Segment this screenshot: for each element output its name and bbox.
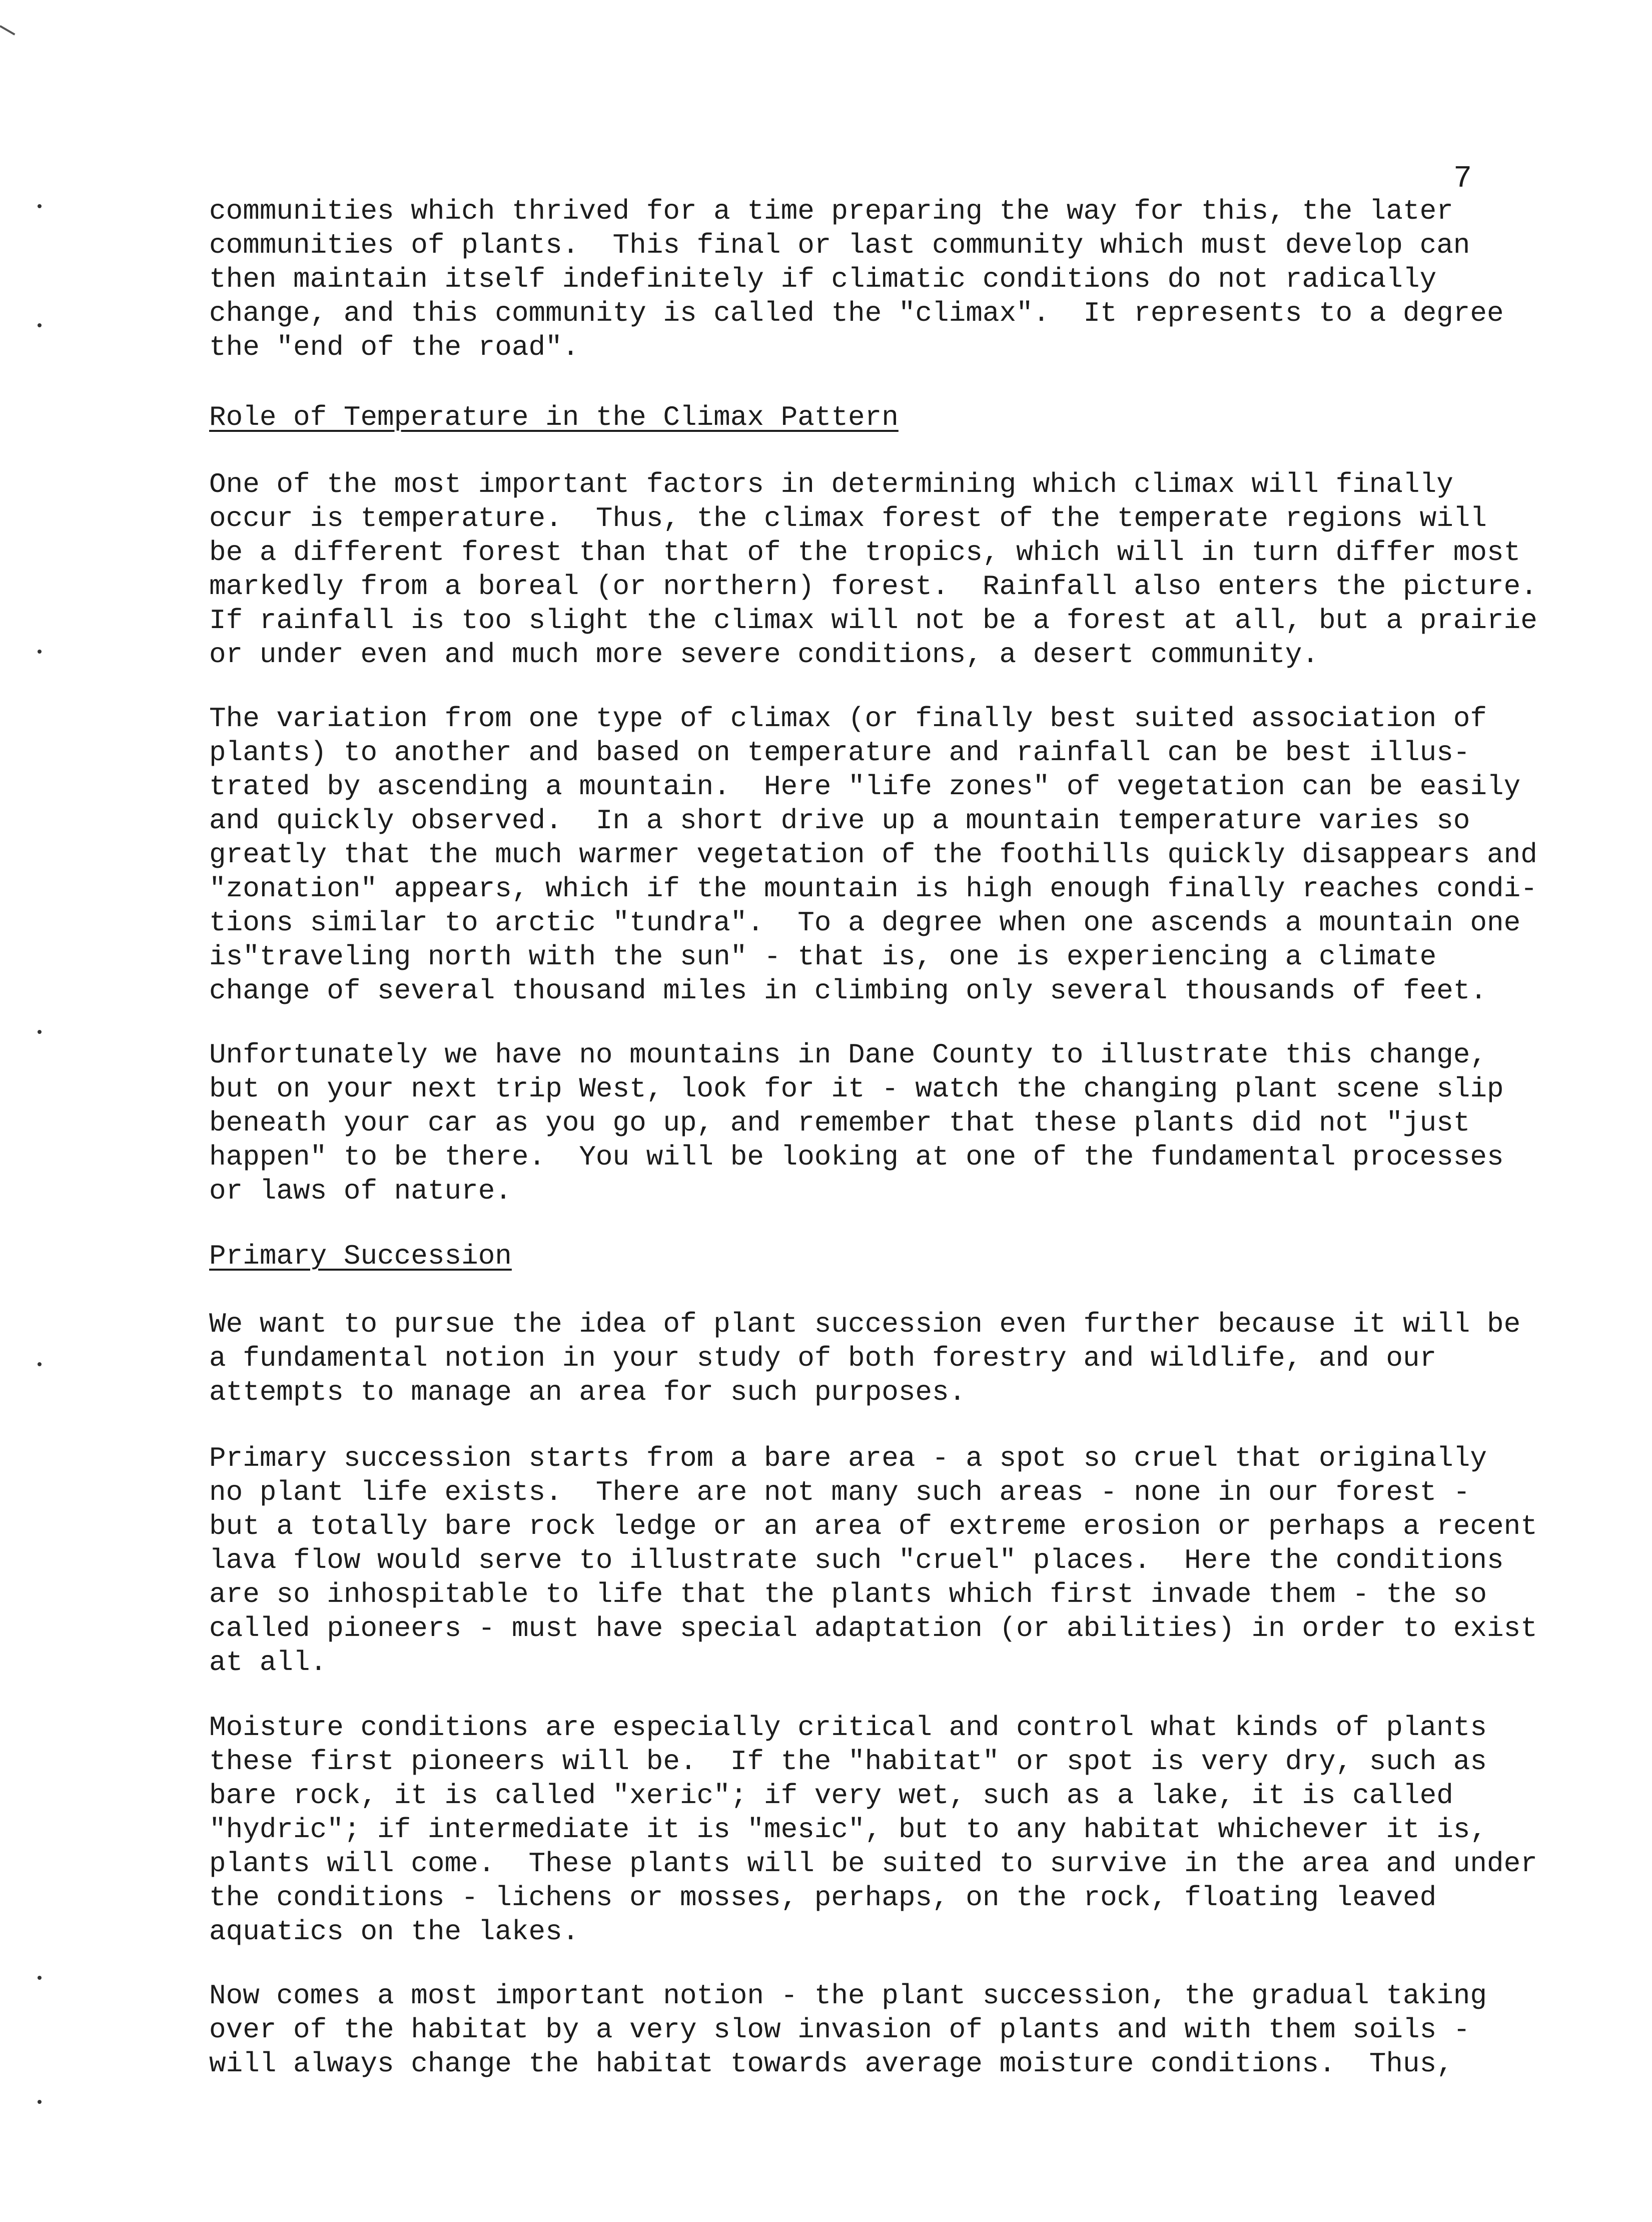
paragraph-variation: The variation from one type of climax (or finally best suited association of plants) to another and based on temperature and rainfall can be best illus- trated by ascending a mountain. Here "life zones" of vegetation can be easily and quickly observed. In a short drive up a mountain temperature varies so greatly that the much warmer vegetation of the foothills quickly disappears and "zonation" appears, which if the mountain is high enough finally reaches condi- tions similar to arctic "tundra". To a degree when one ascends a mountain one is"traveling north with the sun" - that is, one is experiencing a climate change of several thousand miles in climbing only several thousands of feet. bbox=[209, 703, 1537, 1007]
paragraph-moisture: Moisture conditions are especially critical and control what kinds of plants these first pioneers will be. If the "habitat" or spot is very dry, such as bare rock, it is called "xeric"; if very wet, such as a lake, it is called "hydric"; if intermediate it is "mesic", but to any habitat whichever it is, plants will come. These plants will be suited to survive in the area and under the conditions - lichens or mosses, perhaps, on the rock, floating leaved aquatics on the lakes. bbox=[209, 1712, 1537, 1948]
paragraph-temperature: One of the most important factors in determining which climax will finally occur is temperature. Thus, the climax forest of the temperate regions will be a different forest than that of the tropics, which will in turn differ most markedly from a boreal (or northern) forest. Rainfall also enters the picture. If rainfall is too slight the climax will not be a forest at all, but a prairie or under even and much more severe conditions, a desert community. bbox=[209, 468, 1537, 671]
binder-hole-mark bbox=[38, 323, 42, 327]
binder-hole-mark bbox=[38, 204, 42, 208]
binder-hole-mark bbox=[38, 1362, 42, 1366]
heading-primary-succession: Primary Succession bbox=[209, 1240, 512, 1272]
page-number: 7 bbox=[1453, 161, 1472, 196]
paragraph-now-comes: Now comes a most important notion - the plant succession, the gradual taking over of the habitat by a very slow invasion of plants and with them soils - will always change the habitat towards average moisture conditions. Thus, bbox=[209, 1980, 1487, 2080]
heading-role-of-temperature: Role of Temperature in the Climax Pattern bbox=[209, 401, 899, 433]
binder-hole-mark bbox=[38, 1030, 42, 1034]
binder-hole-mark bbox=[38, 650, 42, 654]
paragraph-dane-county: Unfortunately we have no mountains in Dane County to illustrate this change, but on your next trip West, look for it - watch the changing plant scene slip beneath your car as you go up, and remember that these plants did not "just happen" to be there. You will be looking at one of the fundamental processes or laws of nature. bbox=[209, 1039, 1504, 1207]
paragraph-primary-succession: Primary succession starts from a bare area - a spot so cruel that originally no plant life exists. There are not many such areas - none in our forest - but a totally bare rock ledge or an area of extreme erosion or perhaps a recent lava flow would serve to illustrate such "cruel" places. Here the conditions are so inhospitable to life that the plants which first invade them - the so called pioneers - must have special adaptation (or abilities) in order to exist at all. bbox=[209, 1442, 1537, 1679]
paragraph-climax-intro: communities which thrived for a time preparing the way for this, the later communities of plants. This final or last community which must develop can then maintain itself indefinitely if climatic conditions do not radically change, and this community is called the "climax". It represents to a degree the "end of the road". bbox=[209, 195, 1504, 363]
binder-hole-mark bbox=[38, 2100, 42, 2104]
corner-mark bbox=[0, 25, 15, 35]
paragraph-pursue-idea: We want to pursue the idea of plant succession even further because it will be a fundamental notion in your study of both forestry and wildlife, and our attempts to manage an area for such purposes. bbox=[209, 1308, 1521, 1408]
binder-hole-mark bbox=[38, 1976, 42, 1980]
